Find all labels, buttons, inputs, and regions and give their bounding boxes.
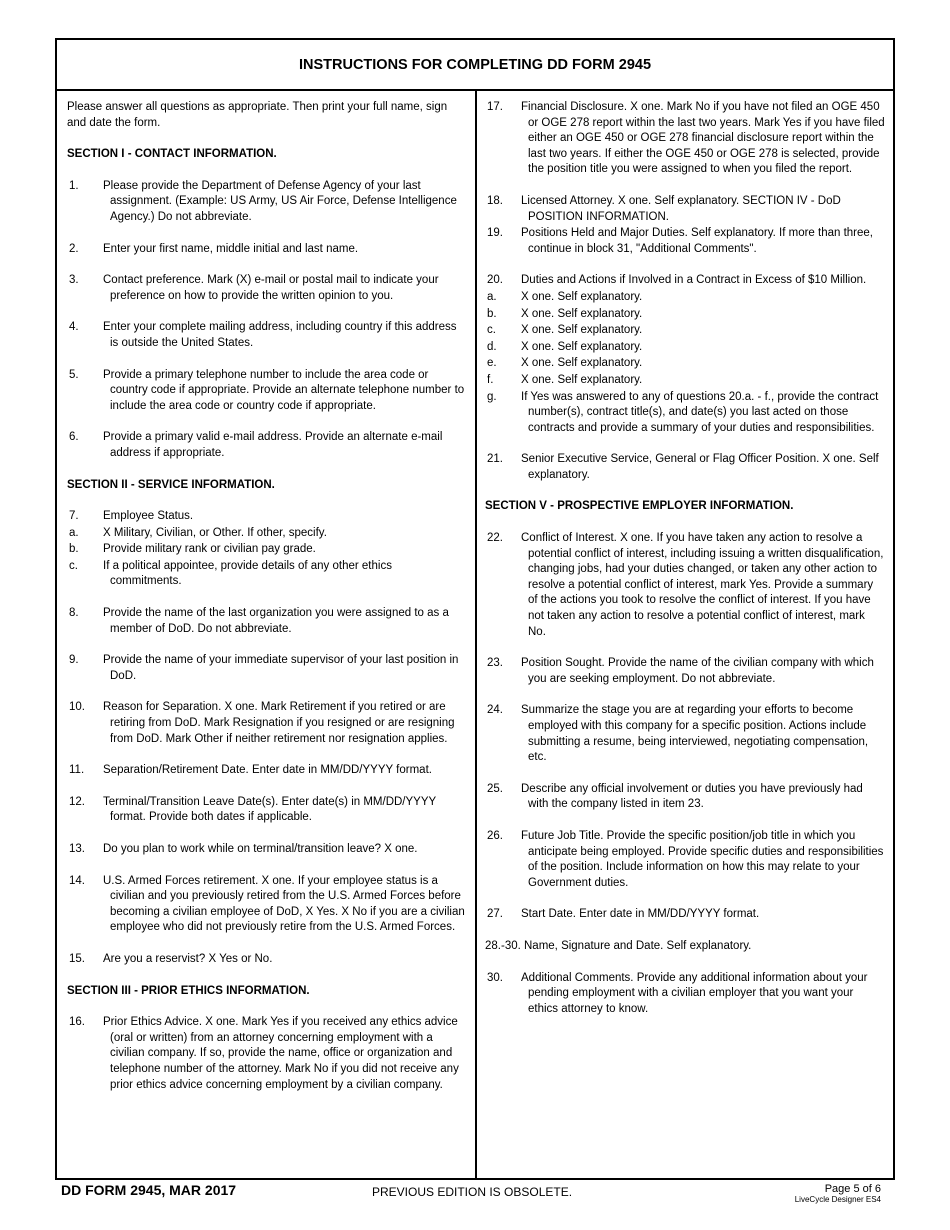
- instruction-subitem: f. X one. Self explanatory.: [487, 373, 643, 386]
- instruction-item: 13. Do you plan to work while on terminal/transition leave? X one.: [69, 843, 418, 855]
- form-frame: [55, 38, 895, 1180]
- instruction-item: 26. Future Job Title. Provide the specific position/job title in which you anticipate being employed. Provide specific duties and responsibilities of the position. Include information on how this may relate to your Government duties.: [487, 829, 884, 889]
- left-column: [67, 100, 465, 1093]
- form-title: INSTRUCTIONS FOR COMPLETING DD FORM 2945: [57, 40, 893, 91]
- instruction-item: 11. Separation/Retirement Date. Enter date in MM/DD/YYYY format.: [69, 764, 432, 777]
- instruction-subitem: a. X Military, Civilian, or Other. If other, specify.: [69, 526, 327, 539]
- instruction-item: 23. Position Sought. Provide the name of the civilian company with which you are seeking employment. Do not abbreviate.: [487, 657, 874, 685]
- section-heading: SECTION V - PROSPECTIVE EMPLOYER INFORMATION.: [485, 500, 794, 513]
- section-heading: SECTION I - CONTACT INFORMATION.: [67, 148, 277, 161]
- instruction-subitem: b. Provide military rank or civilian pay grade.: [69, 543, 316, 556]
- instruction-item: 24. Summarize the stage you are at regarding your efforts to become employed with this company for a specific position. Actions include submitting a resume, being interviewed, negotiating compensation, etc.: [487, 704, 869, 764]
- instruction-item: 30. Additional Comments. Provide any additional information about your pending employment with a civilian employer that you want your ethics attorney to know.: [487, 971, 868, 1015]
- instruction-item: 27. Start Date. Enter date in MM/DD/YYYY format.: [487, 908, 760, 921]
- instruction-subitem: g. If Yes was answered to any of questions 20.a. - f., provide the contract number(s), contract title(s), and date(s) you last acted on those contracts and provide a summary of your duties and responsibilities.: [487, 390, 879, 434]
- column-divider: [475, 91, 477, 1178]
- section-heading: SECTION III - PRIOR ETHICS INFORMATION.: [67, 984, 310, 997]
- instruction-subitem: c. If a political appointee, provide details of any other ethics commitments.: [69, 559, 392, 588]
- software-credit: LiveCycle Designer ES4: [794, 1195, 881, 1204]
- instruction-item: 1. Please provide the Department of Defense Agency of your last assignment. (Example: US Army, US Air Force, Defense Intelligence Agency.) Do not abbreviate.: [69, 179, 457, 223]
- instruction-item: 16. Prior Ethics Advice. X one. Mark Yes if you received any ethics advice (oral or written) from an attorney concerning employment with a civilian company. If so, provide the name, office or organization and telephone number of the attorney. Mark No if you did not receive any prior ethics advice concerning employment by a civilian company.: [69, 1016, 459, 1091]
- instruction-item: 9. Provide the name of your immediate supervisor of your last position in DoD.: [69, 654, 459, 682]
- instruction-subitem: d. X one. Self explanatory.: [487, 340, 643, 353]
- instruction-item: 17. Financial Disclosure. X one. Mark No if you have not filed an OGE 450 or OGE 278 report within the last two years. Mark Yes if you have filed either an OGE 450 or OGE 278 financial disclosure report within the last two years. If either the OGE 450 or OGE 278 is selected, provide the position title you were assigned to when you filed the report.: [487, 101, 885, 176]
- instruction-subitem: a. X one. Self explanatory.: [487, 290, 643, 303]
- instruction-item: 21. Senior Executive Service, General or Flag Officer Position. X one. Self explanatory.: [487, 453, 879, 481]
- instruction-item: 10. Reason for Separation. X one. Mark Retirement if you retired or are retiring from DoD. Mark Resignation if you resigned or are resigning from DoD. Mark Other if neither retirement nor resignation applies.: [69, 701, 455, 745]
- instruction-subitem: e. X one. Self explanatory.: [487, 357, 643, 370]
- instruction-item: 25. Describe any official involvement or duties you have previously had with the company listed in item 23.: [487, 782, 863, 811]
- instruction-subitem: b. X one. Self explanatory.: [487, 307, 643, 320]
- page-number: Page 5 of 6: [824, 1183, 881, 1195]
- instruction-item: 3. Contact preference. Mark (X) e-mail or postal mail to indicate your preference on how to provide the written opinion to you.: [69, 274, 439, 302]
- instruction-item: 8. Provide the name of the last organization you were assigned to as a member of DoD. Do not abbreviate.: [69, 607, 449, 635]
- instruction-item: 15. Are you a reservist? X Yes or No.: [69, 952, 273, 965]
- instruction-item: 4. Enter your complete mailing address, including country if this address is outside the United States.: [69, 321, 457, 349]
- obsolete-notice: PREVIOUS EDITION IS OBSOLETE.: [372, 1185, 573, 1199]
- section-heading: SECTION II - SERVICE INFORMATION.: [67, 478, 275, 491]
- intro-text: Please answer all questions as appropriate. Then print your full name, sign and date the form.: [67, 101, 448, 129]
- instruction-item: 22. Conflict of Interest. X one. If you have taken any action to resolve a potential conflict of interest, including issuing a written disqualification, changing jobs, had your duties changed, or taken any other action to resolve a potential conflict of interest, mark Yes. Provide a summary of the actions you took to resolve the conflict of interest. If you have not taken any action to resolve a potential conflict of interest, mark No.: [487, 532, 884, 638]
- instruction-item: 20. Duties and Actions if Involved in a Contract in Excess of $10 Million.: [487, 274, 867, 287]
- instruction-item-range: 28.-30. Name, Signature and Date. Self explanatory.: [485, 939, 752, 952]
- page-footer: [0, 1182, 950, 1230]
- instruction-item: 14. U.S. Armed Forces retirement. X one. If your employee status is a civilian and you previously retired from the U.S. Armed Forces before becoming a civilian employee of DoD, X Yes. X No if you are a civilian employee who did not previously retire from the U.S. Armed Forces.: [69, 874, 465, 934]
- instruction-item: 12. Terminal/Transition Leave Date(s). Enter date(s) in MM/DD/YYYY format. Provide both dates if applicable.: [69, 795, 436, 824]
- instruction-item: 18. Licensed Attorney. X one. Self explanatory. SECTION IV - DoD POSITION INFORMATION.: [487, 194, 841, 223]
- instruction-item: 5. Provide a primary telephone number to include the area code or country code if appropriate. Provide an alternate telephone number to include the area code or country code if appropriate.: [69, 368, 465, 412]
- form-identifier: DD FORM 2945, MAR 2017: [61, 1182, 237, 1198]
- right-column: [485, 100, 885, 1017]
- instruction-subitem: c. X one. Self explanatory.: [487, 324, 643, 337]
- instruction-item: 2. Enter your first name, middle initial and last name.: [69, 242, 359, 255]
- instruction-item: 6. Provide a primary valid e-mail address. Provide an alternate e-mail address if appropriate.: [69, 431, 443, 459]
- instruction-item: 7. Employee Status.: [69, 510, 194, 523]
- instruction-item: 19. Positions Held and Major Duties. Self explanatory. If more than three, continue in block 31, "Additional Comments".: [487, 227, 873, 255]
